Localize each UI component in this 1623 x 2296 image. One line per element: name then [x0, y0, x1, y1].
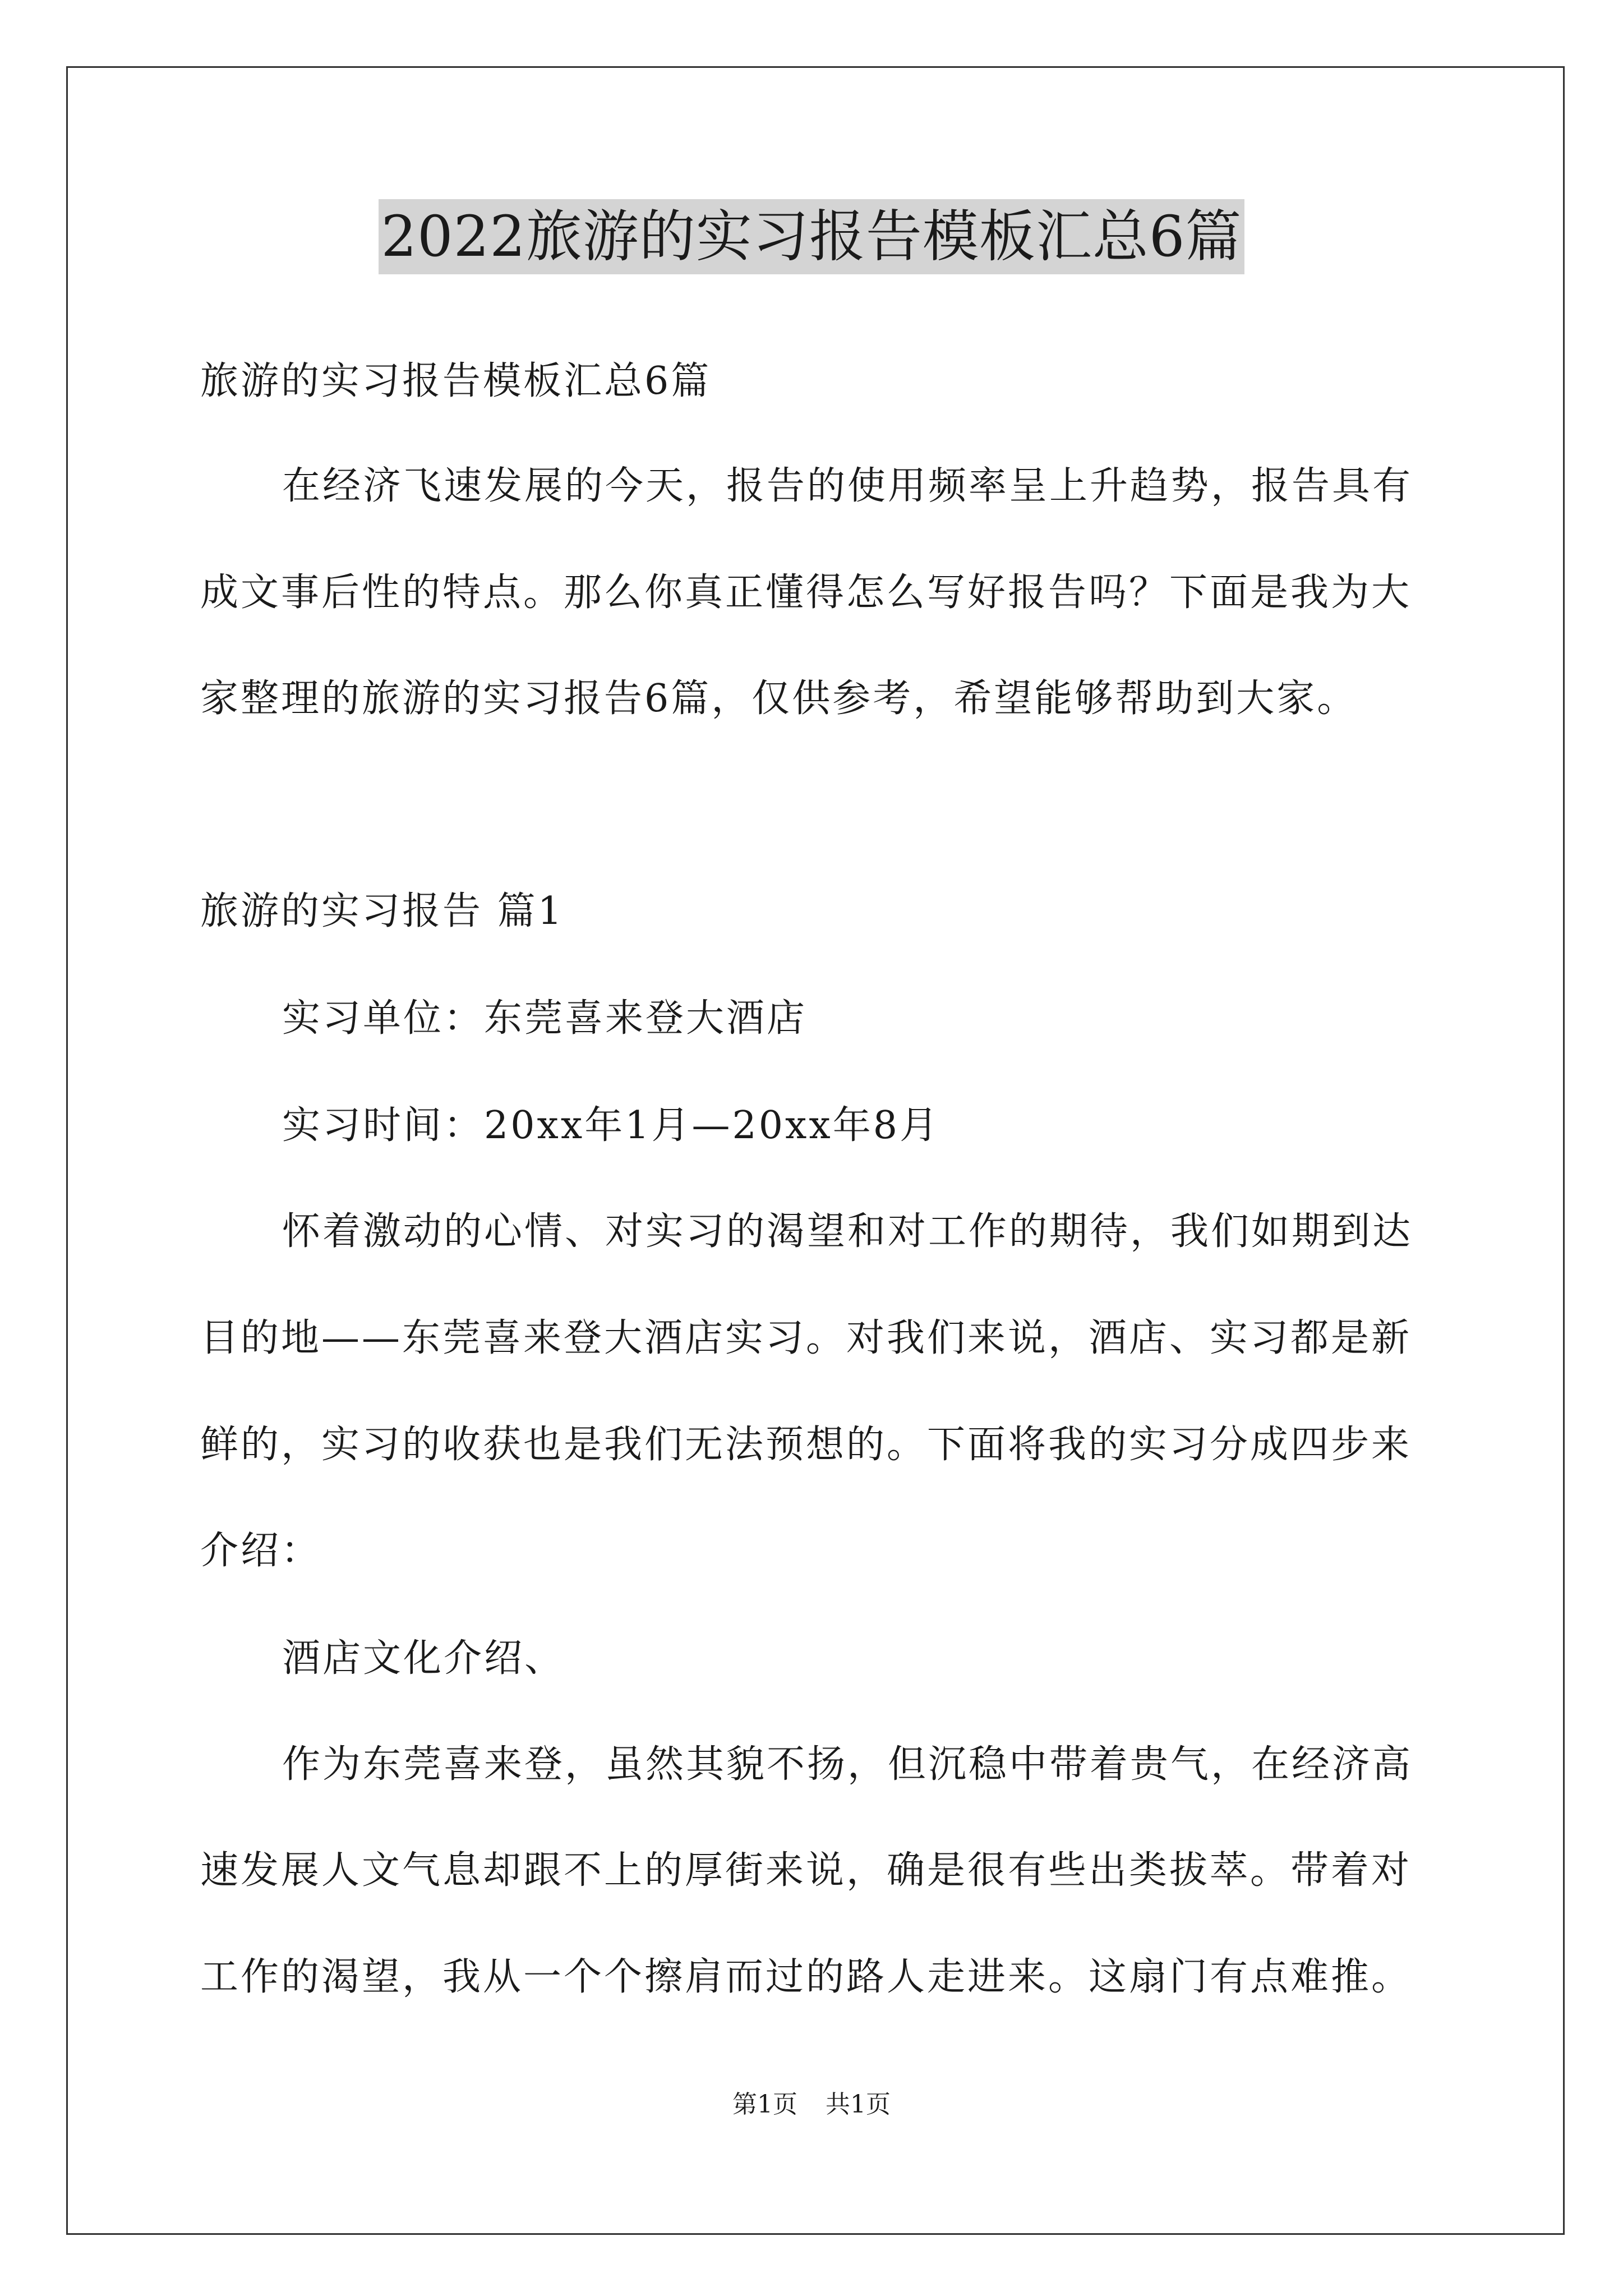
culture-heading: 酒店文化介绍、 [282, 1636, 565, 1681]
document-title: 2022旅游的实习报告模板汇总6篇 [379, 199, 1244, 274]
para1-line-1: 怀着激动的心情、对实习的渴望和对工作的期待，我们如期到达 [282, 1209, 1413, 1254]
intro-line-1: 在经济飞速发展的今天，报告的使用频率呈上升趋势，报告具有 [282, 464, 1413, 508]
internship-unit: 实习单位：东莞喜来登大酒店 [282, 996, 808, 1041]
para2-line-3: 工作的渴望，我从一个个擦肩而过的路人走进来。这扇门有点难推。 [200, 1955, 1412, 1999]
document-title-wrapper [0, 199, 1623, 274]
para2-line-2: 速发展人文气息却跟不上的厚街来说，确是很有些出类拔萃。带着对 [200, 1848, 1412, 1893]
page-total: 共1页 [826, 2090, 891, 2119]
para1-line-2: 目的地——东莞喜来登大酒店实习。对我们来说，酒店、实习都是新 [200, 1316, 1412, 1360]
page-footer [0, 2088, 1623, 2122]
section-heading: 旅游的实习报告 篇1 [200, 889, 564, 933]
page-number: 第1页 [732, 2090, 797, 2119]
document-subtitle: 旅游的实习报告模板汇总6篇 [200, 359, 712, 403]
intro-line-3: 家整理的旅游的实习报告6篇，仅供参考，希望能够帮助到大家。 [200, 677, 1358, 721]
para1-line-4: 介绍： [200, 1529, 322, 1573]
internship-time: 实习时间：20xx年1月—20xx年8月 [282, 1103, 940, 1148]
para2-line-1: 作为东莞喜来登，虽然其貌不扬，但沉稳中带着贵气，在经济高 [282, 1742, 1413, 1787]
para1-line-3: 鲜的，实习的收获也是我们无法预想的。下面将我的实习分成四步来 [200, 1423, 1412, 1467]
intro-line-2: 成文事后性的特点。那么你真正懂得怎么写好报告吗？下面是我为大 [200, 570, 1412, 615]
